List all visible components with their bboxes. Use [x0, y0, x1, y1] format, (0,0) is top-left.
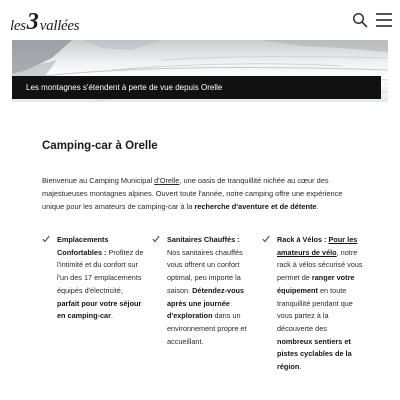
feature-title: Sanitaires Chauffés : [167, 235, 240, 244]
check-icon [42, 235, 50, 243]
page-title: Camping-car à Orelle [42, 140, 158, 152]
feature-sanitaires [154, 234, 254, 348]
logo-vallees: vallées [39, 18, 80, 34]
site-header [0, 0, 400, 40]
intro-bold: recherche d'aventure et de détente [194, 201, 317, 211]
intro-paragraph [42, 175, 358, 213]
search-button[interactable] [352, 12, 368, 28]
velo-link[interactable]: Pour les amateurs de vélo [277, 235, 358, 257]
feature-bold: nombreux sentiers et pistes cyclables de la région [277, 336, 352, 372]
intro-text: Bienvenue au Camping Municipal [42, 176, 155, 185]
orelle-link[interactable]: d'Orelle [154, 176, 180, 185]
intro-text: . [316, 201, 319, 211]
feature-text: Profitez de l'intimité et du confort sur l'un des 17 emplacements équipés d'électricité, [57, 247, 144, 295]
feature-rack-velos [264, 234, 364, 374]
feature-text: en toute tranquillité pendant que vous partez à la découverte des [277, 285, 353, 333]
feature-emplacements [44, 234, 144, 323]
check-icon [152, 235, 160, 243]
les-3-vallees-logo[interactable] [10, 8, 79, 34]
search-icon [352, 12, 368, 28]
feature-title: Rack à Vélos : [277, 235, 327, 244]
feature-text: Nos sanitaires chauffés vous offrent un confort optimal, peu importe la saison. [167, 247, 243, 295]
intro-text: , une oasis de tranquillité nichée au cœur des majestueuses montagnes alpines. Ouvert toute l'année, notre camping offre une expérience unique pour les amateurs de camping-car à la [42, 176, 343, 211]
hero-caption: Les montagnes s'étendent à perte de vue depuis Orelle [12, 76, 381, 99]
feature-text: dans un environnement propre et accueillant. [167, 311, 247, 346]
feature-text: . [299, 362, 302, 372]
feature-text: . [110, 311, 113, 321]
menu-button[interactable] [376, 13, 392, 27]
check-icon [262, 235, 270, 243]
feature-bold: ranger votre équipement [277, 273, 355, 295]
logo-three: 3 [26, 9, 39, 36]
feature-text: , notre rack à vélos sécurisé vous permet de [277, 247, 363, 283]
feature-bold: parfait pour votre séjour en camping-car [57, 298, 142, 321]
feature-bold: Détendez-vous après une journée d'exploration [167, 285, 245, 321]
feature-title: Emplacements Confortables : [57, 235, 109, 257]
logo-les: les [10, 18, 26, 34]
